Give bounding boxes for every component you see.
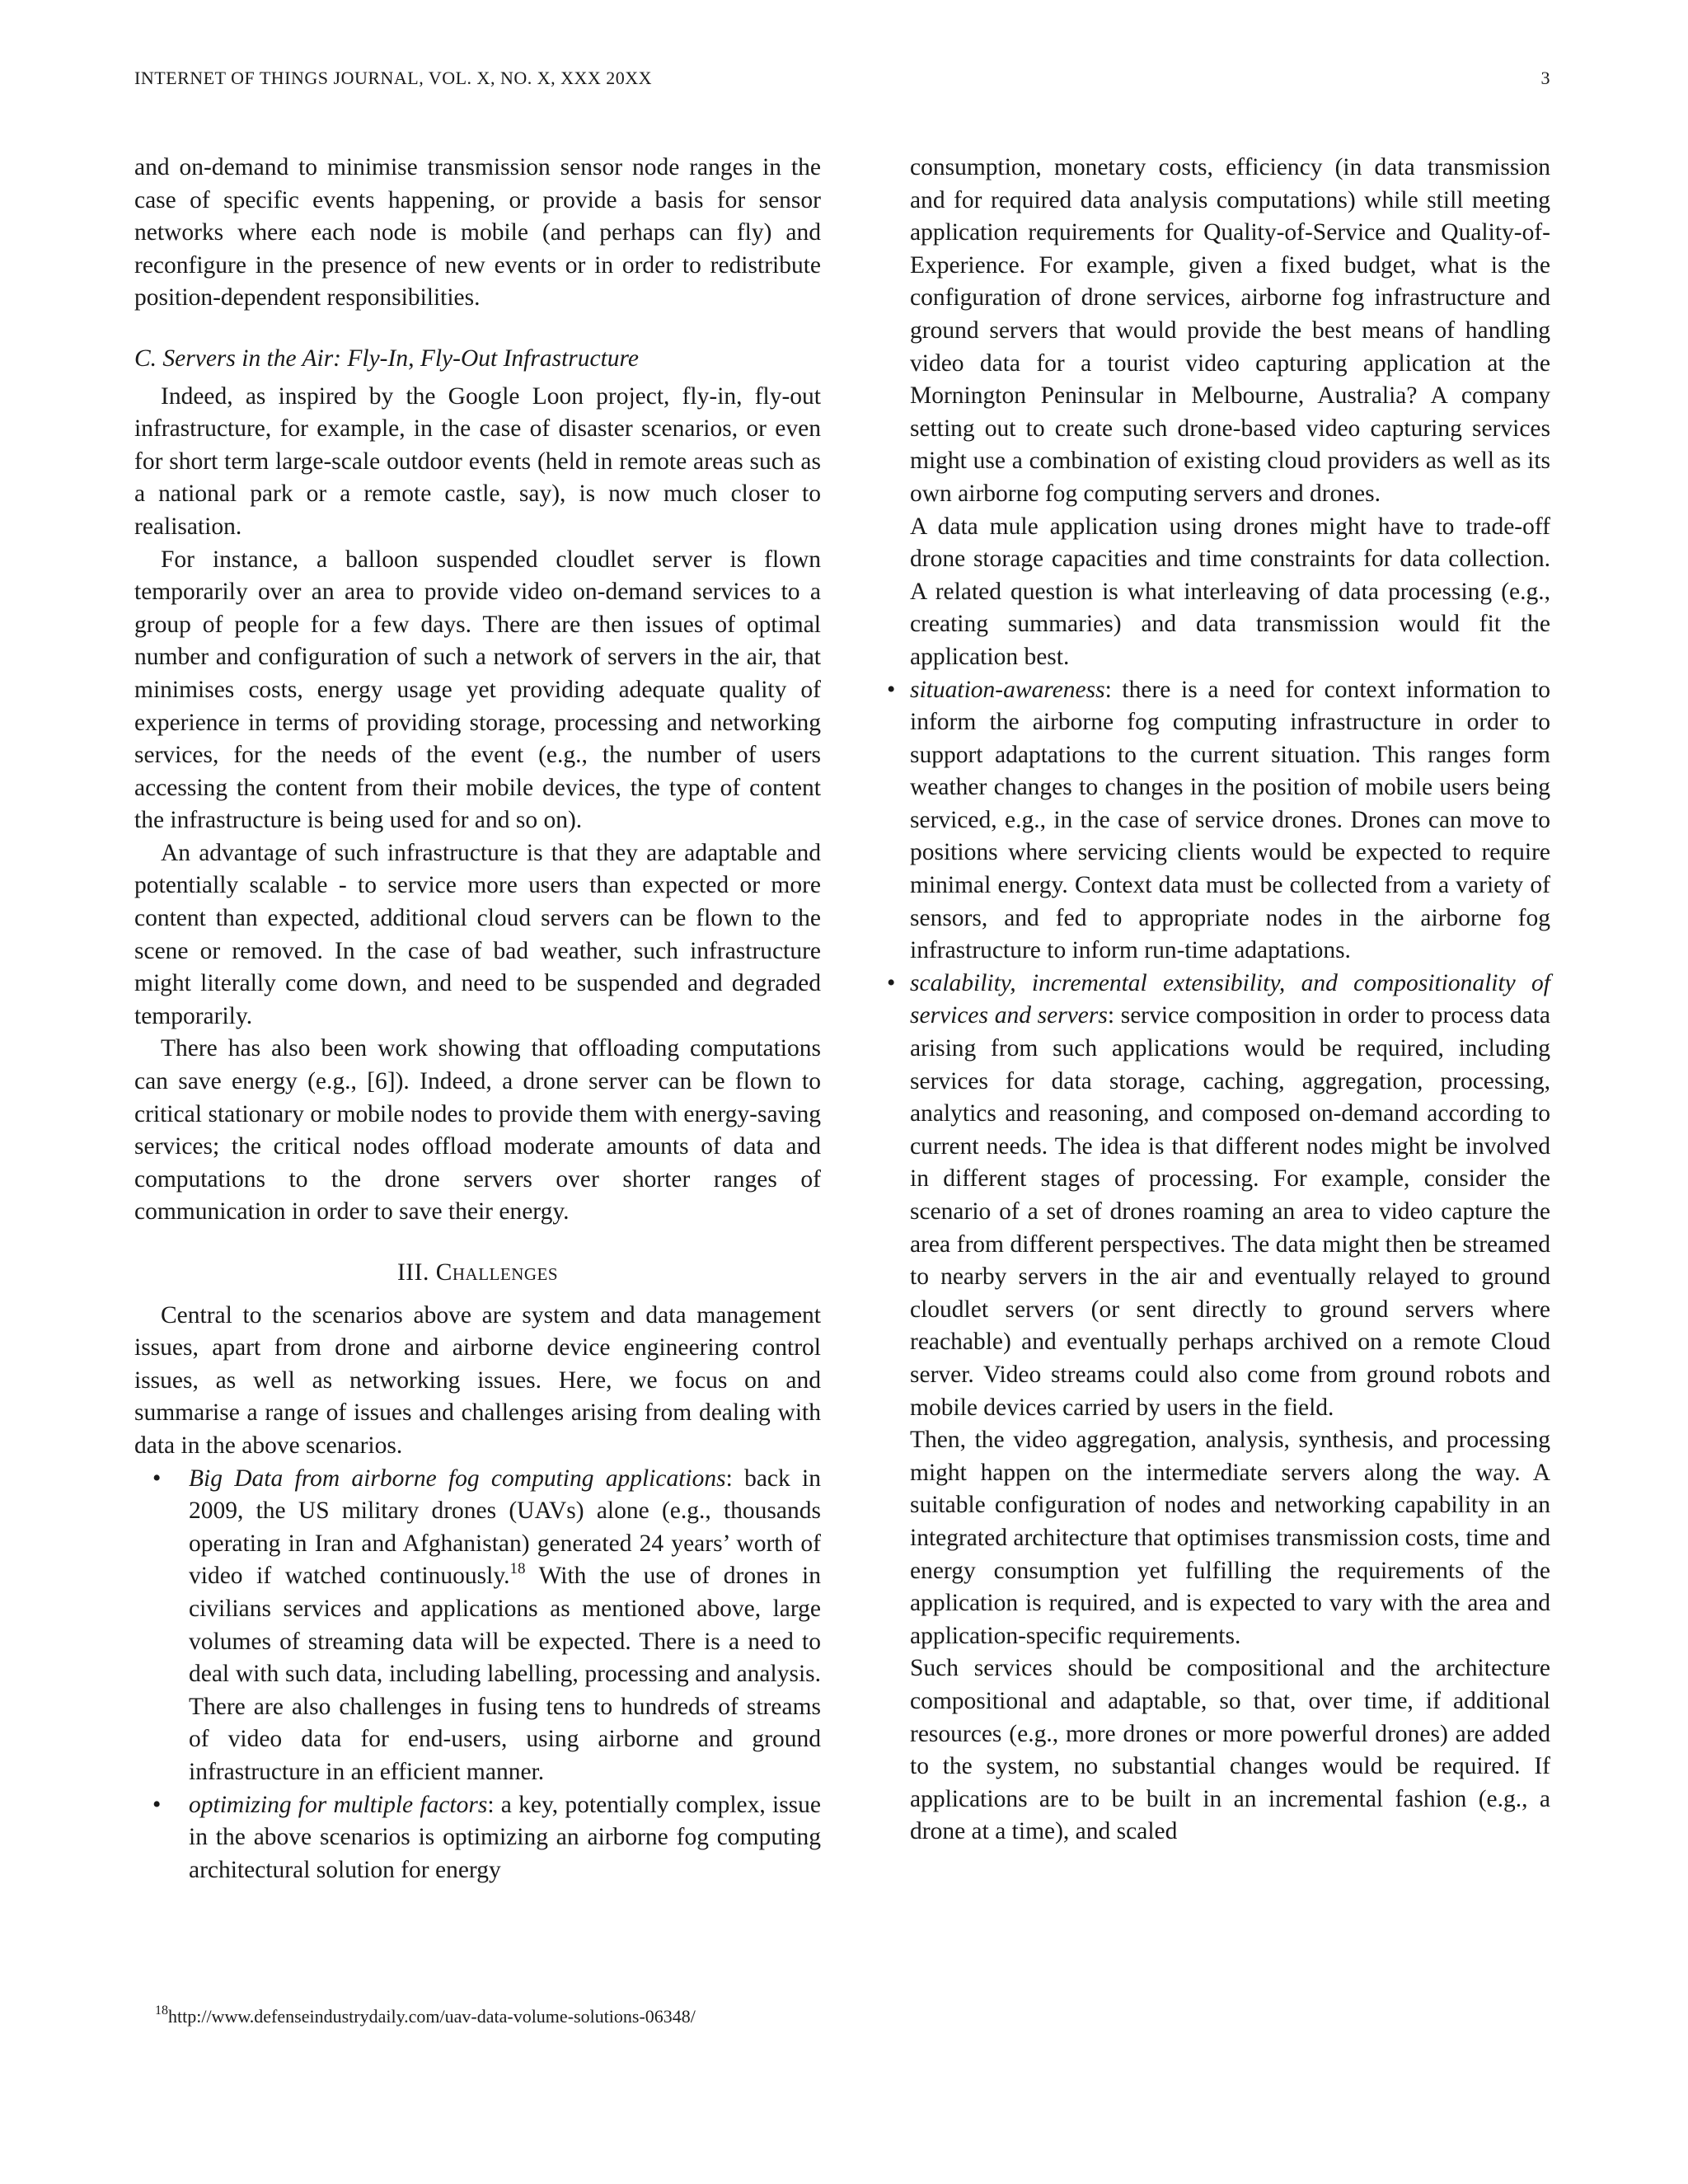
item-text: : service composition in order to process data arising from such applications would be required, including services for data storage, caching, aggregation, processing, analytics and reasoning, and composed on-demand according to current needs. The idea is that different nodes might be involved in different stages of processing. For example, consider the scenario of a set of drones roaming an area to video capture the area from different perspectives. The data might then be streamed to nearby servers in the air and eventually relayed to ground cloudlet servers (or sent directly to ground servers where reachable) and eventually perhaps archived on a remote Cloud server. Video streams could also come from ground robots and mobile devices carried by users in the field. [910, 1002, 1550, 1421]
list-item-text [910, 968, 1550, 1424]
paragraph: Such services should be compositional and the architecture compositional and adaptable, so that, over time, if additional resources (e.g., more drones or more powerful drones) are added to the system, no substantial changes would be required. If applications are to be built in an incremental fashion (e.g., a drone at a time), and scaled [910, 1655, 1550, 1845]
paragraph: There has also been work showing that offloading computations can save energy (e.g., [6]). Indeed, a drone server can be flown to critical stationary or mobile nodes to provide them with energy-saving services; the critical nodes offload moderate amounts of data and computations to the drone servers over shorter ranges of communication in order to save their energy. [134, 1035, 821, 1226]
list-item-text [189, 1463, 821, 1789]
item-text: : a key, potentially complex, issue in the above scenarios is optimizing an airborne fog computing architectural solution for energy [189, 1791, 821, 1883]
list-item [134, 1463, 821, 1789]
bullet-icon: • [887, 676, 896, 703]
footnote-url: http://www.defenseindustrydaily.com/uav-data-volume-solutions-06348/ [168, 2006, 696, 2027]
challenge-list-continued [887, 674, 1550, 1425]
item-title: situation-awareness [910, 676, 1105, 703]
section-number: III. [396, 1259, 436, 1286]
challenge-list [134, 1463, 821, 1887]
bullet-icon: • [152, 1791, 162, 1818]
footnote-number: 18 [155, 2003, 168, 2018]
bullet-icon: • [152, 1465, 162, 1492]
paragraph: consumption, monetary costs, efficiency (in data transmission and for required data analysis computations) while still meeting application requirements for Quality-of-Service and Quality-of-Experience. For example, given a fixed budget, what is the configuration of drone services, airborne fog infrastructure and ground servers that would provide the best means of handling video data for a tourist video capturing application at the Mornington Peninsular in Melbourne, Australia? A company setting out to create such drone-based video capturing services might use a combination of existing cloud providers as well as its own airborne fog computing servers and drones. [910, 154, 1550, 507]
paragraph: An advantage of such infrastructure is that they are adaptable and potentially scalable - to service more users than expected or more content than expected, additional cloud servers can be flown to the scene or removed. In the case of bad weather, such infrastructure might literally come down, and need to be suspended and degraded temporarily. [134, 839, 821, 1029]
footnote [155, 2003, 831, 2027]
journal-title: INTERNET OF THINGS JOURNAL, VOL. X, NO. X, XXX 20XX [134, 68, 653, 88]
item-title: optimizing for multiple factors [189, 1791, 488, 1818]
item-title: scalability, incremental extensibility, and compositionality of services and servers [910, 969, 1550, 1029]
item-title: Big Data from airborne fog computing applications [189, 1465, 726, 1492]
paragraph: Then, the video aggregation, analysis, synthesis, and processing might happen on the intermediate servers along the way. A suitable configuration of nodes and networking capability in an integrated architecture that optimises transmission costs, time and energy consumption yet fulfilling the requirements of the application is required, and is expected to vary with the area and application-specific requirements. [910, 1427, 1550, 1649]
item-text: : back in 2009, the US military drones (UAVs) alone (e.g., thousands operating in Iran and Afghanistan) generated 24 years’ worth of video if watched continuously. [189, 1465, 821, 1590]
running-header [134, 68, 1550, 96]
item-text: With the use of drones in civilians services and applications as mentioned above, large volumes of streaming data will be expected. There is a need to deal with such data, including labelling, processing and analysis. There are also challenges in fusing tens to hundreds of streams of video data for end-users, using airborne and ground infrastructure in an efficient manner. [189, 1563, 821, 1785]
paragraph: A data mule application using drones might have to trade-off drone storage capacities and time constraints for data collection. A related question is what interleaving of data processing (e.g., creating summaries) and data transmission would fit the application best. [910, 513, 1550, 670]
list-item [887, 968, 1550, 1424]
subsection-heading: C. Servers in the Air: Fly-In, Fly-Out Infrastructure [134, 344, 640, 372]
item-text: : there is a need for context information to inform the airborne fog computing infrastructure in order to support adaptations to the current situation. This ranges form weather changes to changes in the position of mobile users being serviced, e.g., in the case of service drones. Drones can move to positions where servicing clients would be expected to require minimal energy. Context data must be collected from a variety of sensors, and fed to appropriate nodes in the airborne fog infrastructure to inform run-time adaptations. [910, 676, 1550, 964]
list-item [134, 1789, 821, 1887]
page-number: 3 [1540, 68, 1550, 88]
paragraph: and on-demand to minimise transmission sensor node ranges in the case of specific events happening, or provide a basis for sensor networks where each node is mobile (and perhaps can fly) and reconfigure in the presence of new events or in order to redistribute position-dependent responsibilities. [134, 154, 821, 312]
paragraph: For instance, a balloon suspended cloudlet server is flown temporarily over an area to provide video on-demand services to a group of people for a few days. There are then issues of optimal number and configuration of such a network of servers in the air, that minimises costs, energy usage yet providing adequate quality of experience in terms of providing storage, processing and networking services, for the needs of the event (e.g., the number of users accessing the content from their mobile devices, the type of content the infrastructure is being used for and so on). [134, 546, 821, 834]
list-item-text [189, 1789, 821, 1887]
section-heading [134, 1257, 821, 1290]
bullet-icon: • [887, 969, 896, 996]
left-column [134, 152, 821, 1886]
list-item-text [910, 674, 1550, 968]
list-item [887, 674, 1550, 968]
section-title: Challenges [435, 1259, 559, 1286]
right-column [887, 152, 1550, 1849]
footnote-mark: 18 [509, 1559, 526, 1577]
paragraph: Indeed, as inspired by the Google Loon project, fly-in, fly-out infrastructure, for example, in the case of disaster scenarios, or even for short term large-scale outdoor events (held in remote areas such as a national park or a remote castle, say), is now much closer to realisation. [134, 382, 821, 540]
paragraph: Central to the scenarios above are system and data management issues, apart from drone and airborne device engineering control issues, as well as networking issues. Here, we focus on and summarise a range of issues and challenges arising from dealing with data in the above scenarios. [134, 1301, 821, 1459]
